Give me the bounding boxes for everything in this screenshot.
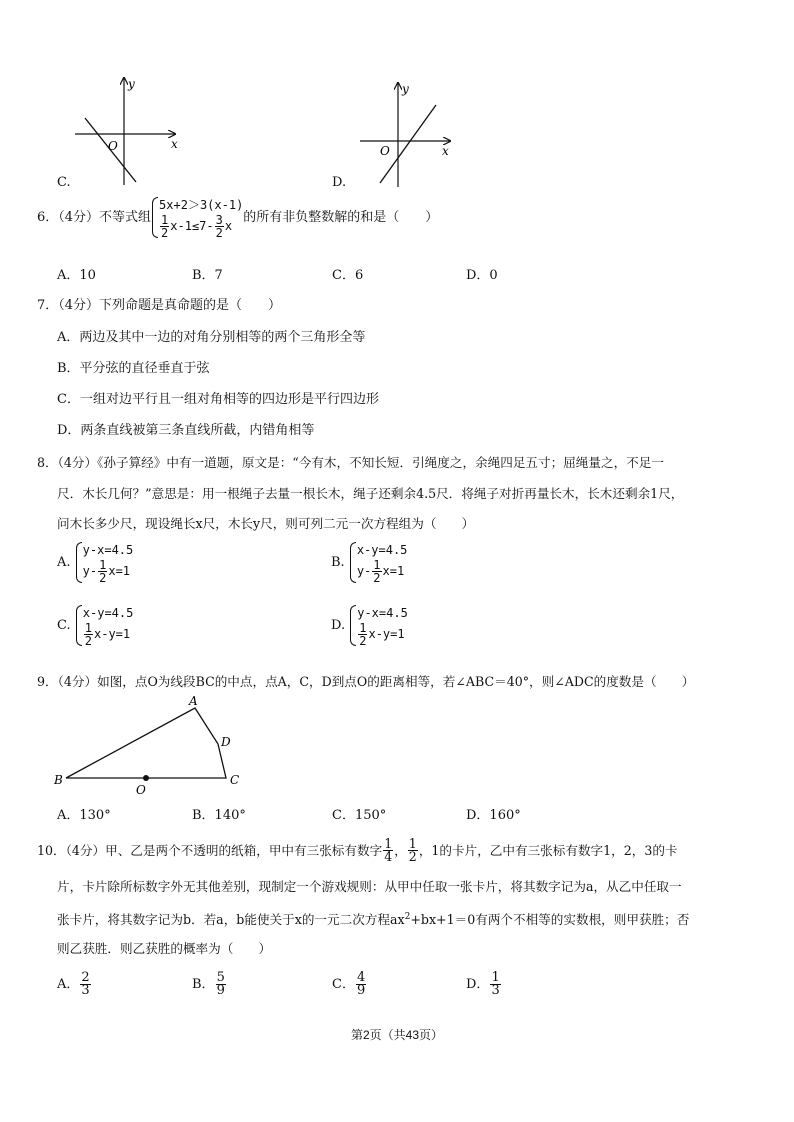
q10-line4: 则乙获胜．则乙获胜的概率为（ ）: [57, 941, 272, 956]
q8-option-b: [331, 541, 407, 584]
q10-line3: 张卡片，将其数字记为b．若a，b能使关于x的一元二次方程$ax^2+bx+1=0$有两个不相等的实数根，则甲获胜；否: [57, 912, 690, 928]
q6-system: [151, 196, 243, 239]
q7-option-d: D．两条直线被第三条直线所截，内错角相等: [57, 423, 315, 438]
q6-eq1: 5x+2＞3(x-1): [159, 198, 244, 212]
q6-frac1-den: 2: [161, 226, 169, 240]
origin-label: O: [380, 144, 390, 158]
q8-b-eq2: y- $\frac{1}{2}$ x=1: [356, 558, 405, 585]
q8-option-d: [331, 604, 408, 647]
q6-eq2-post: x: [224, 219, 233, 233]
q10-option-c: C． $\frac{4}{9}$: [332, 970, 366, 998]
q8-c-eq2: $\frac{1}{2}$ x-y=1: [84, 621, 131, 648]
q8-line2: 尺．木长几何？”意思是：用一根绳子去量一根长木，绳子还剩余4.5尺．将绳子对折再量长木，长木还剩余1尺，: [57, 486, 684, 501]
q6-eq2: [159, 214, 243, 239]
q10-frac-quarter: $\frac{1}{4}$: [384, 836, 393, 864]
q8-b-label: B.: [331, 555, 345, 570]
q8-a-eq1: y-x=4.5: [82, 543, 134, 557]
x-axis-label: x: [171, 137, 178, 151]
q8-d-system: [349, 604, 408, 647]
q8-a-label: A.: [57, 555, 71, 570]
q8-d-eq2: $\frac{1}{2}$ x-y=1: [359, 621, 405, 648]
x-axis-label: x: [442, 144, 449, 158]
q10-line1: 10．（4分）甲、乙是两个不透明的纸箱，甲中有三张标有数字 $\frac{1}{4}$ ， $\frac{1}{2}$ ，1的卡片，乙中有三张标有数字1，2，3的卡: [37, 836, 678, 864]
label-d: D: [221, 735, 231, 749]
q6-frac2-den: 2: [215, 226, 223, 240]
q8-c-label: C.: [57, 618, 71, 633]
q10-line2: 片，卡片除所标数字外无其他差别，现制定一个游戏规则：从甲中任取一张卡片，将其数字记为a，从乙中任取一: [57, 879, 682, 894]
q6-option-b: B．7: [192, 268, 223, 283]
label-c: C: [230, 773, 240, 787]
label-o: O: [136, 783, 146, 797]
quadrilateral-abdc: [66, 708, 226, 778]
q6-prefix: 6．（4分）不等式组: [37, 210, 152, 225]
q9-option-d: D．160°: [466, 808, 521, 823]
q10-option-b: B． $\frac{5}{9}$: [192, 970, 225, 998]
q6-frac2-num: 3: [215, 213, 223, 227]
q6-option-a: A．10: [57, 268, 96, 283]
q10-frac-half: $\frac{1}{2}$: [408, 836, 417, 864]
q8-a-eq2: y- $\frac{1}{2}$ x=1: [82, 558, 131, 585]
q8-d-eq1: y-x=4.5: [357, 606, 408, 620]
q8-b-eq1: x-y=4.5: [356, 543, 408, 557]
q10-option-a: A． $\frac{2}{3}$: [57, 970, 90, 998]
q8-b-system: [349, 541, 408, 584]
q6-option-d: D．0: [466, 268, 498, 283]
q6-frac1-num: 1: [161, 213, 169, 227]
graph-d-label: D.: [332, 175, 347, 190]
q8-c-system: [75, 604, 134, 647]
graph-c-label: C.: [57, 175, 71, 190]
q6-eq2-mid: x-1≤7-: [170, 219, 214, 233]
q9-option-c: C．150°: [332, 808, 387, 823]
q7-option-b: B．平分弦的直径垂直于弦: [57, 361, 210, 376]
question-6: [37, 196, 438, 239]
q8-option-c: [57, 604, 133, 647]
y-axis-label: y: [402, 82, 409, 96]
point-o: [143, 775, 149, 781]
y-axis-label: y: [128, 77, 135, 91]
page-footer: 第2页（共43页）: [350, 1028, 444, 1042]
q6-suffix: 的所有非负整数解的和是（ ）: [243, 210, 439, 225]
q8-a-system: [75, 541, 134, 584]
label-a: A: [189, 695, 198, 708]
q6-option-c: C．6: [332, 268, 364, 283]
label-b: B: [54, 773, 63, 787]
q7-stem: 7．（4分）下列命题是真命题的是（ ）: [37, 298, 282, 313]
graph-c: [60, 70, 200, 195]
q8-line1: 8．（4分）《孙子算经》中有一道题，原文是：“今有木，不知长短．引绳度之，余绳四足五寸；屈绳量之，不足一: [37, 455, 664, 470]
q7-option-a: A．两边及其中一边的对角分别相等的两个三角形全等: [57, 330, 366, 345]
q8-c-eq1: x-y=4.5: [82, 606, 134, 620]
q8-line3: 问木长多少尺，现设绳长x尺，木长y尺，则可列二元一次方程组为（ ）: [57, 516, 475, 531]
q7-option-c: C．一组对边平行且一组对角相等的四边形是平行四边形: [57, 392, 379, 407]
origin-label: O: [108, 139, 118, 153]
q8-d-label: D.: [331, 618, 346, 633]
q9-option-a: A．130°: [57, 808, 111, 823]
q9-stem: 9．（4分）如图，点O为线段BC的中点，点A，C，D到点O的距离相等，若∠ABC＝40°，则∠ADC的度数是（ ）: [37, 674, 695, 689]
graph-d: [338, 75, 478, 195]
q9-figure: [50, 695, 260, 800]
q8-option-a: [57, 541, 133, 584]
q9-option-b: B．140°: [192, 808, 246, 823]
q10-option-d: D． $\frac{1}{3}$: [466, 970, 500, 998]
